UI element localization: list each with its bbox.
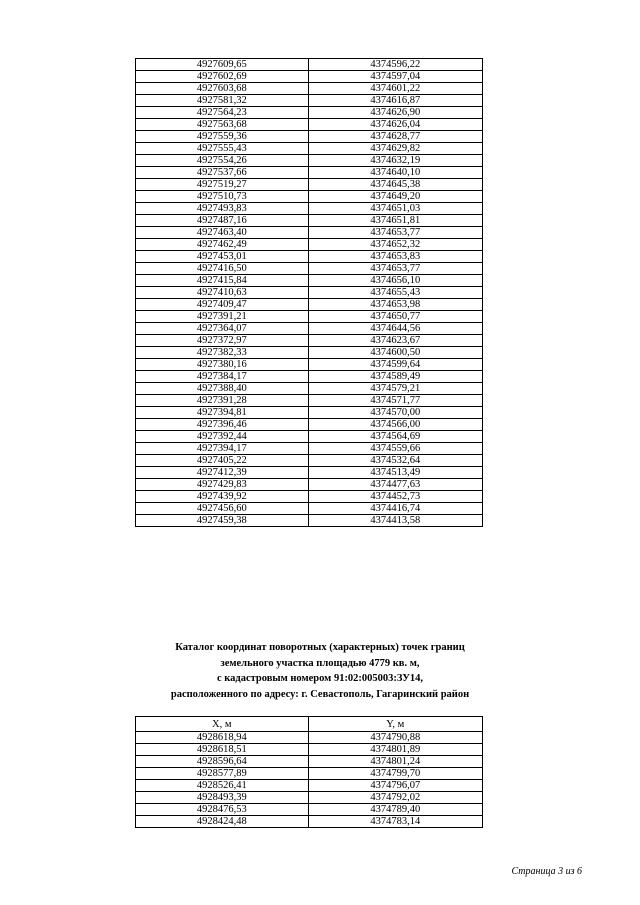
cell-y: 4374566,00 (308, 419, 483, 431)
cell-x: 4927392,44 (136, 431, 309, 443)
table-row (136, 131, 483, 143)
cell-y: 4374801,24 (308, 756, 483, 768)
table-row (136, 251, 483, 263)
cell-y: 4374789,40 (308, 804, 483, 816)
table-row (136, 768, 483, 780)
cell-x: 4927394,17 (136, 443, 309, 455)
cell-y: 4374640,10 (308, 167, 483, 179)
cell-y: 4374571,77 (308, 395, 483, 407)
catalog-heading (0, 640, 640, 702)
table-row (136, 119, 483, 131)
cell-y: 4374650,77 (308, 311, 483, 323)
cell-y: 4374623,67 (308, 335, 483, 347)
table-row (136, 467, 483, 479)
cell-y: 4374796,07 (308, 780, 483, 792)
column-header-x: X, м (136, 717, 309, 732)
cell-y: 4374656,10 (308, 275, 483, 287)
table-row (136, 323, 483, 335)
cell-x: 4927559,36 (136, 131, 309, 143)
table-row (136, 179, 483, 191)
cell-y: 4374559,66 (308, 443, 483, 455)
cell-y: 4374589,49 (308, 371, 483, 383)
cell-x: 4927453,01 (136, 251, 309, 263)
cell-x: 4927429,83 (136, 479, 309, 491)
table-row (136, 347, 483, 359)
cell-x: 4927416,50 (136, 263, 309, 275)
cell-y: 4374616,87 (308, 95, 483, 107)
cell-x: 4927384,17 (136, 371, 309, 383)
cell-y: 4374452,73 (308, 491, 483, 503)
cell-x: 4927394,81 (136, 407, 309, 419)
cell-x: 4927459,38 (136, 515, 309, 527)
heading-line-4: расположенного по адресу: г. Севастополь, Гагаринский район (170, 688, 470, 700)
cell-x: 4927439,92 (136, 491, 309, 503)
table-row (136, 479, 483, 491)
table-row (136, 792, 483, 804)
cell-x: 4927519,27 (136, 179, 309, 191)
table-row (136, 203, 483, 215)
table-row (136, 83, 483, 95)
table-row (136, 756, 483, 768)
cell-y: 4374629,82 (308, 143, 483, 155)
cell-y: 4374792,02 (308, 792, 483, 804)
table-row (136, 167, 483, 179)
cell-x: 4928424,48 (136, 816, 309, 828)
cell-y: 4374632,19 (308, 155, 483, 167)
cell-y: 4374597,04 (308, 71, 483, 83)
cell-x: 4927603,68 (136, 83, 309, 95)
cell-x: 4927462,49 (136, 239, 309, 251)
cell-y: 4374653,83 (308, 251, 483, 263)
cell-x: 4927609,65 (136, 59, 309, 71)
cell-y: 4374579,21 (308, 383, 483, 395)
table-row (136, 191, 483, 203)
table-row (136, 299, 483, 311)
table-row (136, 215, 483, 227)
cell-y: 4374600,50 (308, 347, 483, 359)
table-row (136, 455, 483, 467)
table-row (136, 407, 483, 419)
column-header-y: Y, м (308, 717, 483, 732)
cell-x: 4927537,66 (136, 167, 309, 179)
cell-x: 4927391,21 (136, 311, 309, 323)
cell-y: 4374601,22 (308, 83, 483, 95)
cell-y: 4374652,32 (308, 239, 483, 251)
cell-y: 4374513,49 (308, 467, 483, 479)
table-row (136, 95, 483, 107)
page-number: Страница 3 из 6 (511, 866, 582, 877)
table-row (136, 515, 483, 527)
table-row (136, 359, 483, 371)
cell-x: 4927564,23 (136, 107, 309, 119)
table-row (136, 71, 483, 83)
cell-x: 4927412,39 (136, 467, 309, 479)
cell-x: 4927391,28 (136, 395, 309, 407)
table-row (136, 443, 483, 455)
cell-y: 4374626,90 (308, 107, 483, 119)
cell-x: 4928618,51 (136, 744, 309, 756)
cell-y: 4374626,04 (308, 119, 483, 131)
cell-y: 4374655,43 (308, 287, 483, 299)
cell-x: 4927555,43 (136, 143, 309, 155)
cell-y: 4374653,77 (308, 263, 483, 275)
table-row (136, 491, 483, 503)
cell-y: 4374653,98 (308, 299, 483, 311)
table-row (136, 275, 483, 287)
table-row (136, 311, 483, 323)
cell-x: 4927415,84 (136, 275, 309, 287)
table-row (136, 732, 483, 744)
cell-x: 4927456,60 (136, 503, 309, 515)
cell-x: 4927554,26 (136, 155, 309, 167)
table-row (136, 383, 483, 395)
cell-x: 4927487,16 (136, 215, 309, 227)
table-header-row (136, 717, 483, 732)
table-row (136, 59, 483, 71)
cell-y: 4374570,00 (308, 407, 483, 419)
cell-x: 4928493,39 (136, 792, 309, 804)
cell-y: 4374628,77 (308, 131, 483, 143)
cell-x: 4927463,40 (136, 227, 309, 239)
cell-y: 4374790,88 (308, 732, 483, 744)
cell-y: 4374413,58 (308, 515, 483, 527)
cell-y: 4374799,70 (308, 768, 483, 780)
coordinates-table-zu14 (135, 716, 483, 828)
cell-x: 4927602,69 (136, 71, 309, 83)
coordinates-table-body (136, 732, 483, 828)
cell-y: 4374416,74 (308, 503, 483, 515)
cell-x: 4927581,32 (136, 95, 309, 107)
cell-x: 4927380,16 (136, 359, 309, 371)
table-row (136, 804, 483, 816)
table-row (136, 371, 483, 383)
cell-y: 4374651,81 (308, 215, 483, 227)
cell-y: 4374532,64 (308, 455, 483, 467)
cell-x: 4927372,97 (136, 335, 309, 347)
cell-x: 4927510,73 (136, 191, 309, 203)
cell-x: 4927405,22 (136, 455, 309, 467)
cell-y: 4374783,14 (308, 816, 483, 828)
cell-y: 4374644,56 (308, 323, 483, 335)
heading-line-3: с кадастровым номером 91:02:005003:ЗУ14, (216, 673, 424, 685)
table-row (136, 155, 483, 167)
cell-x: 4927388,40 (136, 383, 309, 395)
coordinates-table-continued (135, 58, 483, 527)
table-row (136, 239, 483, 251)
cell-y: 4374596,22 (308, 59, 483, 71)
heading-line-2: земельного участка площадью 4779 кв. м, (220, 657, 420, 669)
table-row (136, 816, 483, 828)
cell-y: 4374801,89 (308, 744, 483, 756)
table-row (136, 287, 483, 299)
table-row (136, 335, 483, 347)
cell-x: 4927396,46 (136, 419, 309, 431)
cell-y: 4374564,69 (308, 431, 483, 443)
table-row (136, 395, 483, 407)
table-row (136, 503, 483, 515)
cell-x: 4928526,41 (136, 780, 309, 792)
cell-x: 4927410,63 (136, 287, 309, 299)
table-row (136, 143, 483, 155)
heading-line-1: Каталог координат поворотных (характерных) точек границ (175, 642, 465, 653)
table-row (136, 419, 483, 431)
cell-y: 4374599,64 (308, 359, 483, 371)
table-row (136, 780, 483, 792)
cell-x: 4927382,33 (136, 347, 309, 359)
cell-x: 4927493,83 (136, 203, 309, 215)
cell-x: 4928577,89 (136, 768, 309, 780)
cell-x: 4927364,07 (136, 323, 309, 335)
cell-y: 4374649,20 (308, 191, 483, 203)
cell-x: 4928476,53 (136, 804, 309, 816)
cell-y: 4374645,38 (308, 179, 483, 191)
table-row (136, 744, 483, 756)
cell-y: 4374653,77 (308, 227, 483, 239)
cell-x: 4927563,68 (136, 119, 309, 131)
table-row (136, 227, 483, 239)
table-row (136, 107, 483, 119)
cell-x: 4928596,64 (136, 756, 309, 768)
cell-y: 4374651,03 (308, 203, 483, 215)
coordinates-table-body (136, 59, 483, 527)
cell-x: 4928618,94 (136, 732, 309, 744)
cell-x: 4927409,47 (136, 299, 309, 311)
table-row (136, 263, 483, 275)
cell-y: 4374477,63 (308, 479, 483, 491)
table-row (136, 431, 483, 443)
